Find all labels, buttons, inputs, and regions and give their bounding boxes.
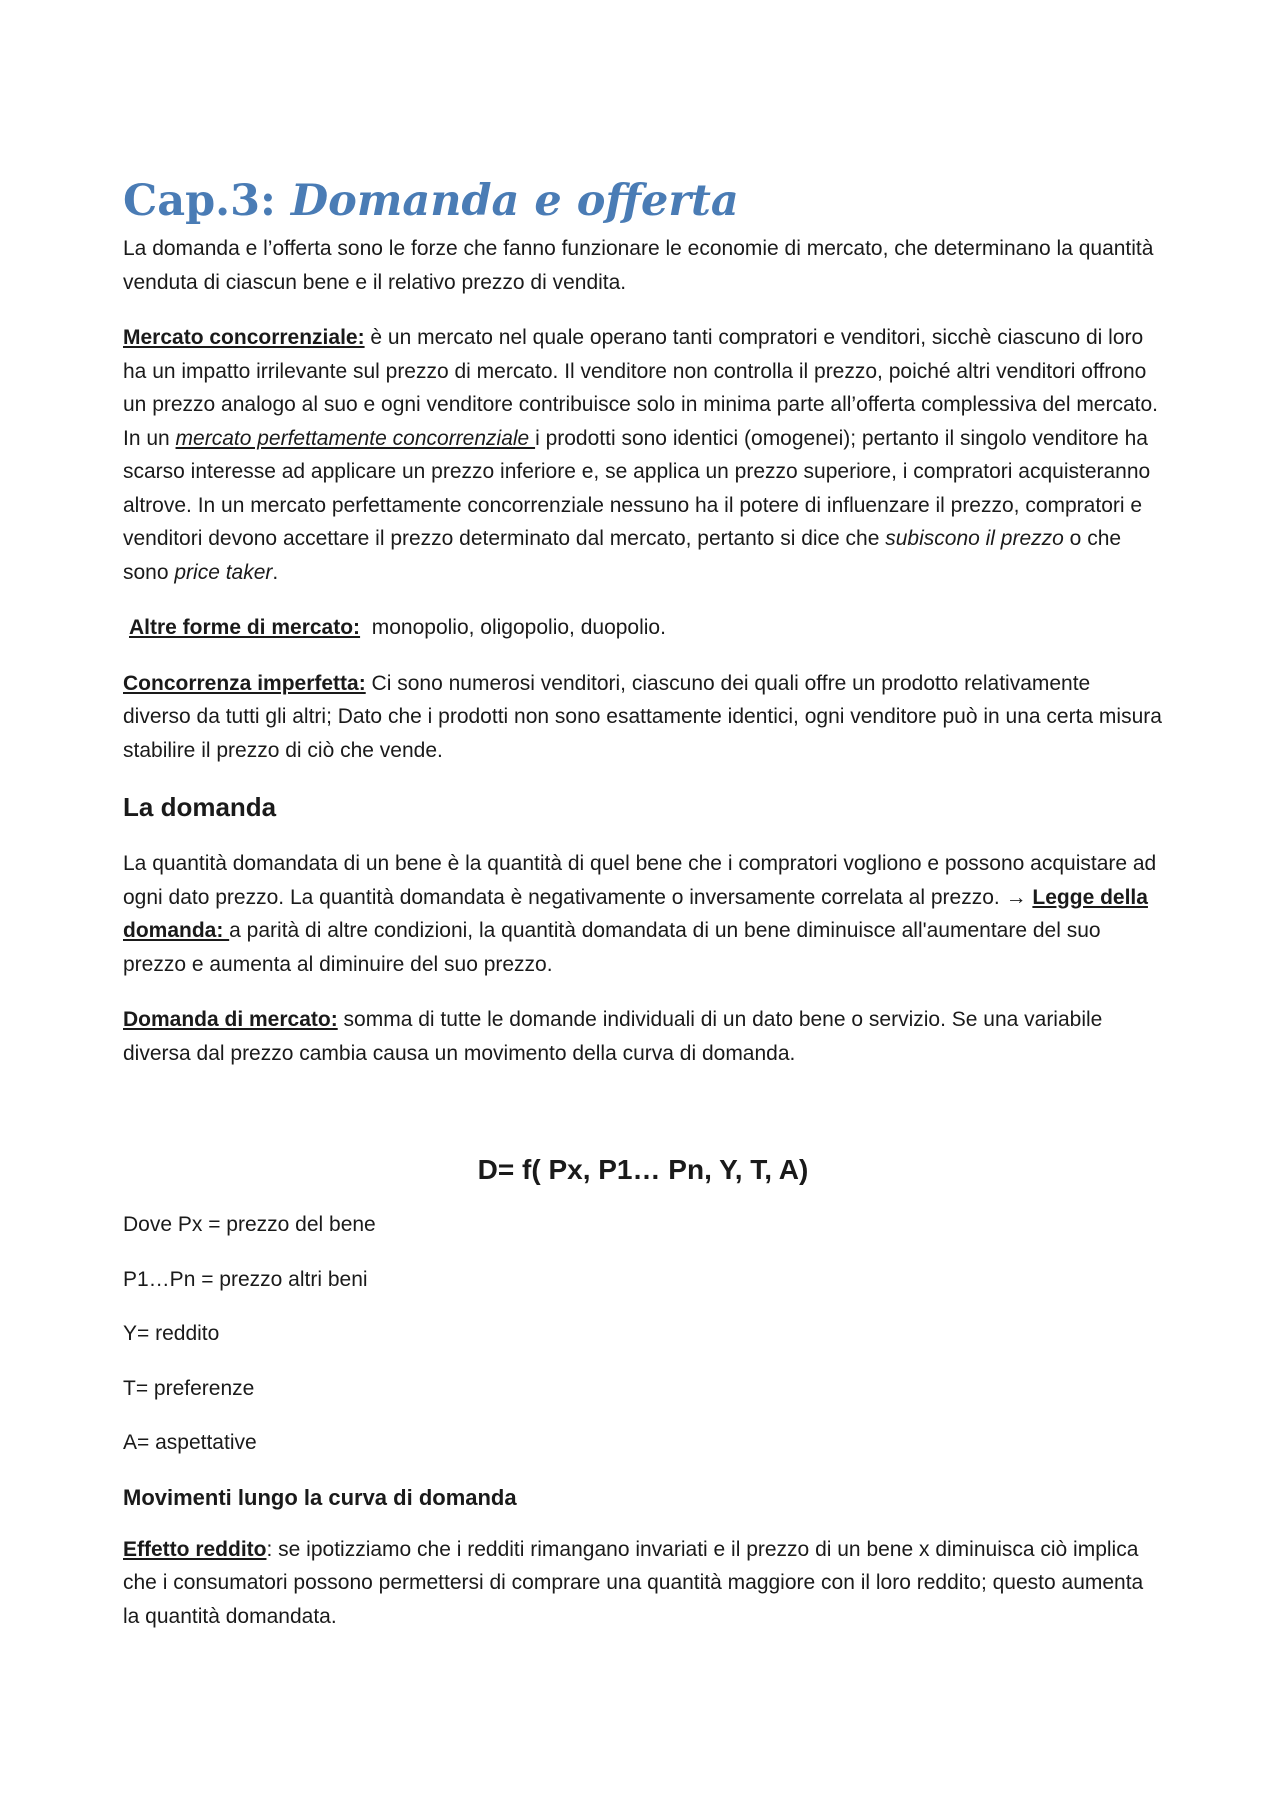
movimenti-heading: Movimenti lungo la curva di domanda xyxy=(123,1484,517,1510)
altre-forme-text: monopolio, oligopolio, duopolio. xyxy=(360,616,666,639)
concorrenza-imperfetta-text: Ci sono numerosi venditori, ciascuno dei quali offre un prodotto relativamente diverso da tutti gli altri; Dato che i prodotti non sono esattamente identici, ogni venditore può in una certa misura stabilire il prezzo di ciò che vende. xyxy=(123,671,1162,762)
intro-paragraph: La domanda e l’offerta sono le forze che fanno funzionare le economie di mercato, che determinano la quantità venduta di ciascun bene e il relativo prezzo di vendita. xyxy=(123,237,1154,294)
mercato-text-4: . xyxy=(272,560,279,584)
domanda-mercato-term: Domanda di mercato: xyxy=(123,1008,338,1031)
altre-forme-term: Altre forme di mercato: xyxy=(129,616,361,639)
demand-formula: D= f( Px, P1… Pn, Y, T, A) xyxy=(477,1154,809,1185)
altre-forme-paragraph xyxy=(123,611,1163,645)
effetto-reddito-text: : se ipotizziamo che i redditi rimangano invariati e il prezzo di un bene x diminuisca ciò implica che i consumatori possono permettersi di comprare una quantità maggiore con il loro reddito; questo aumenta la quantità domandata. xyxy=(123,1537,1144,1628)
domanda-text-1: La quantità domandata di un bene è la quantità di quel bene che i compratori vogliono e possono acquistare ad ogni dato prezzo. La quantità domandata è negativamente o inversamente correlata al prezzo. xyxy=(123,852,1157,909)
document-page xyxy=(123,176,1163,1655)
page-title xyxy=(123,176,1163,226)
arrow-icon: → xyxy=(1005,885,1033,909)
title-prefix: Cap.3: xyxy=(123,176,291,226)
mercato-text-3: o che sono xyxy=(123,527,1122,584)
title-emphasis: Domanda e offerta xyxy=(290,176,739,226)
mercato-concorrenziale-term: Mercato concorrenziale: xyxy=(123,326,365,349)
concorrenza-imperfetta-paragraph xyxy=(123,667,1163,768)
variable-item: P1…Pn = prezzo altri beni xyxy=(123,1267,368,1291)
effetto-reddito-paragraph xyxy=(123,1533,1163,1634)
mercato-perfetto-term: mercato perfettamente concorrenziale xyxy=(175,426,536,450)
price-taker-emphasis: price taker xyxy=(174,560,273,584)
subiscono-prezzo-emphasis: subiscono il prezzo xyxy=(885,527,1064,550)
variable-item: Y= reddito xyxy=(123,1322,220,1345)
mercato-text-1: è un mercato nel quale operano tanti compratori e venditori, sicchè ciascuno di loro ha un impatto irrilevante sul prezzo di mercato. Il venditore non controlla il prezzo, poiché altri venditori offrono un prezzo analogo al suo e ogni venditore contribuisce solo in minima parte all’offerta complessiva del mercato. In un xyxy=(123,326,1159,450)
variable-item: A= aspettative xyxy=(123,1431,257,1454)
variables-list xyxy=(123,1208,1163,1460)
domanda-heading: La domanda xyxy=(123,792,277,822)
domanda-mercato-text: somma di tutte le domande individuali di un dato bene o servizio. Se una variabile diversa dal prezzo cambia causa un movimento della curva di domanda. xyxy=(123,1008,1103,1065)
mercato-concorrenziale-paragraph xyxy=(123,321,1163,589)
variable-item: T= preferenze xyxy=(123,1376,255,1400)
effetto-reddito-term: Effetto reddito xyxy=(123,1537,267,1561)
variable-item: Dove Px = prezzo del bene xyxy=(123,1213,376,1236)
concorrenza-imperfetta-term: Concorrenza imperfetta: xyxy=(123,671,366,695)
mercato-text-2: i prodotti sono identici (omogenei); pertanto il singolo venditore ha scarso interesse ad applicare un prezzo inferiore e, se applica un prezzo superiore, i compratori acquisteranno altrove. In un mercato perfettamente concorrenziale nessuno ha il potere di influenzare il prezzo, compratori e venditori devono accettare il prezzo determinato dal mercato, pertanto si dice che xyxy=(123,426,1151,550)
domanda-text-2: a parità di altre condizioni, la quantità domandata di un bene diminuisce all'aumentare del suo prezzo e aumenta al diminuire del suo prezzo. xyxy=(123,919,1101,976)
domanda-mercato-paragraph xyxy=(123,1003,1163,1070)
legge-domanda-term: Legge della domanda: xyxy=(123,885,1148,942)
domanda-paragraph xyxy=(123,847,1163,981)
